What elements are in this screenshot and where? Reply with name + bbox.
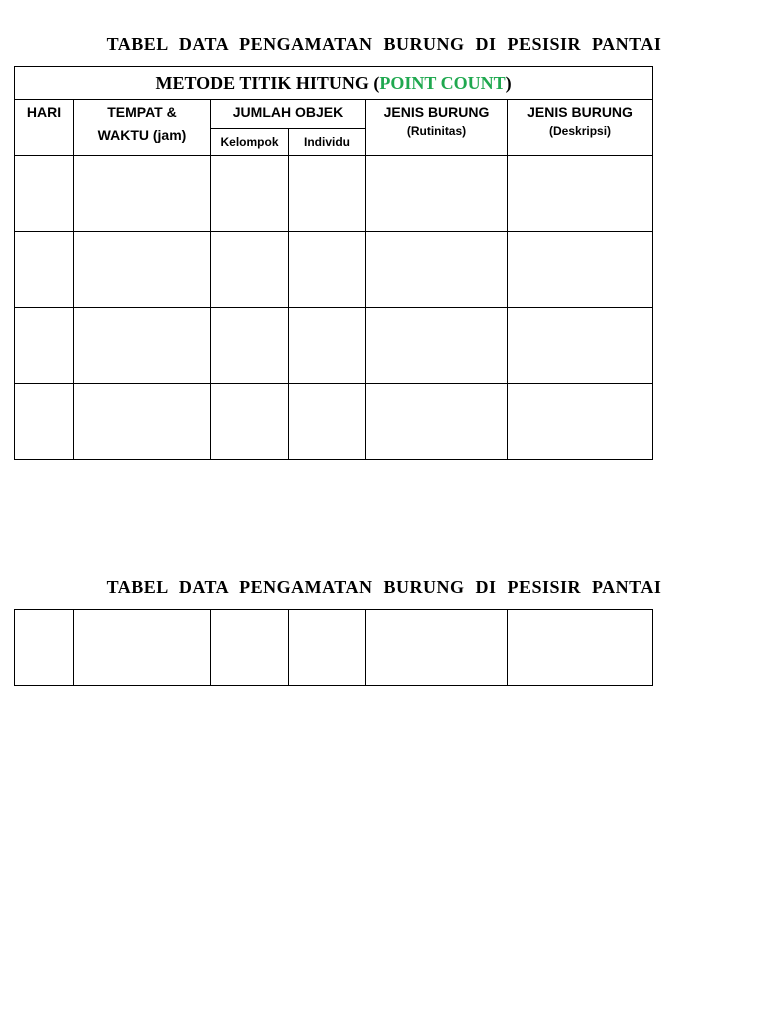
cell-hari[interactable] [15, 156, 74, 232]
cell-jenis-rutinitas[interactable] [366, 232, 508, 308]
method-heading [15, 67, 653, 100]
method-prefix: METODE TITIK HITUNG ( [155, 72, 380, 93]
cell-individu[interactable] [289, 232, 366, 308]
cell-jenis-deskripsi[interactable] [508, 232, 653, 308]
cell-hari[interactable] [15, 610, 74, 686]
table-row [15, 610, 653, 686]
cell-jenis-deskripsi[interactable] [508, 156, 653, 232]
page-title: TABEL DATA PENGAMATAN BURUNG DI PESISIR PANTAI [106, 34, 662, 54]
second-table-title: TABEL DATA PENGAMATAN BURUNG DI PESISIR PANTAI [106, 577, 662, 597]
cell-jenis-rutinitas[interactable] [366, 156, 508, 232]
header-kelompok [211, 129, 289, 156]
cell-jenis-deskripsi[interactable] [508, 384, 653, 460]
header-kelompok-label: Kelompok [220, 135, 279, 149]
cell-tempat-waktu[interactable] [74, 308, 211, 384]
cell-tempat-waktu[interactable] [74, 156, 211, 232]
cell-hari[interactable] [15, 232, 74, 308]
cell-tempat-waktu[interactable] [74, 610, 211, 686]
cell-individu[interactable] [289, 610, 366, 686]
cell-jenis-deskripsi[interactable] [508, 610, 653, 686]
cell-kelompok[interactable] [211, 232, 289, 308]
header-hari-label: HARI [26, 104, 62, 120]
cell-hari[interactable] [15, 384, 74, 460]
cell-individu[interactable] [289, 384, 366, 460]
header-jenis1-line1: JENIS BURUNG [383, 104, 490, 120]
table-row [15, 308, 653, 384]
header-hari [15, 100, 74, 156]
cell-kelompok[interactable] [211, 308, 289, 384]
header-jenis2-line1: JENIS BURUNG [527, 104, 633, 120]
header-jenis-rutinitas [366, 100, 508, 156]
header-jenis1-line2: (Rutinitas) [406, 124, 467, 138]
table-row [15, 384, 653, 460]
header-jumlah-label: JUMLAH OBJEK [232, 104, 344, 120]
cell-tempat-waktu[interactable] [74, 232, 211, 308]
cell-jenis-rutinitas[interactable] [366, 384, 508, 460]
cell-kelompok[interactable] [211, 384, 289, 460]
cell-tempat-waktu[interactable] [74, 384, 211, 460]
header-tempat-waktu [74, 100, 211, 156]
header-jenis2-line2: (Deskripsi) [549, 124, 612, 138]
header-jumlah-objek [211, 100, 366, 129]
cell-jenis-rutinitas[interactable] [366, 308, 508, 384]
table-row [15, 156, 653, 232]
header-jenis-deskripsi [508, 100, 653, 156]
observation-table-continued [14, 609, 653, 686]
cell-kelompok[interactable] [211, 156, 289, 232]
header-individu-label: Individu [304, 135, 350, 149]
header-tempat-line1: TEMPAT & [107, 104, 177, 120]
header-individu [289, 129, 366, 156]
table-row [15, 232, 653, 308]
method-suffix: ) [505, 72, 512, 93]
header-tempat-line2: WAKTU (jam) [97, 127, 187, 143]
cell-jenis-deskripsi[interactable] [508, 308, 653, 384]
cell-individu[interactable] [289, 156, 366, 232]
cell-jenis-rutinitas[interactable] [366, 610, 508, 686]
observation-table [14, 66, 653, 460]
cell-hari[interactable] [15, 308, 74, 384]
cell-individu[interactable] [289, 308, 366, 384]
cell-kelompok[interactable] [211, 610, 289, 686]
method-highlight: POINT COUNT [379, 72, 506, 93]
